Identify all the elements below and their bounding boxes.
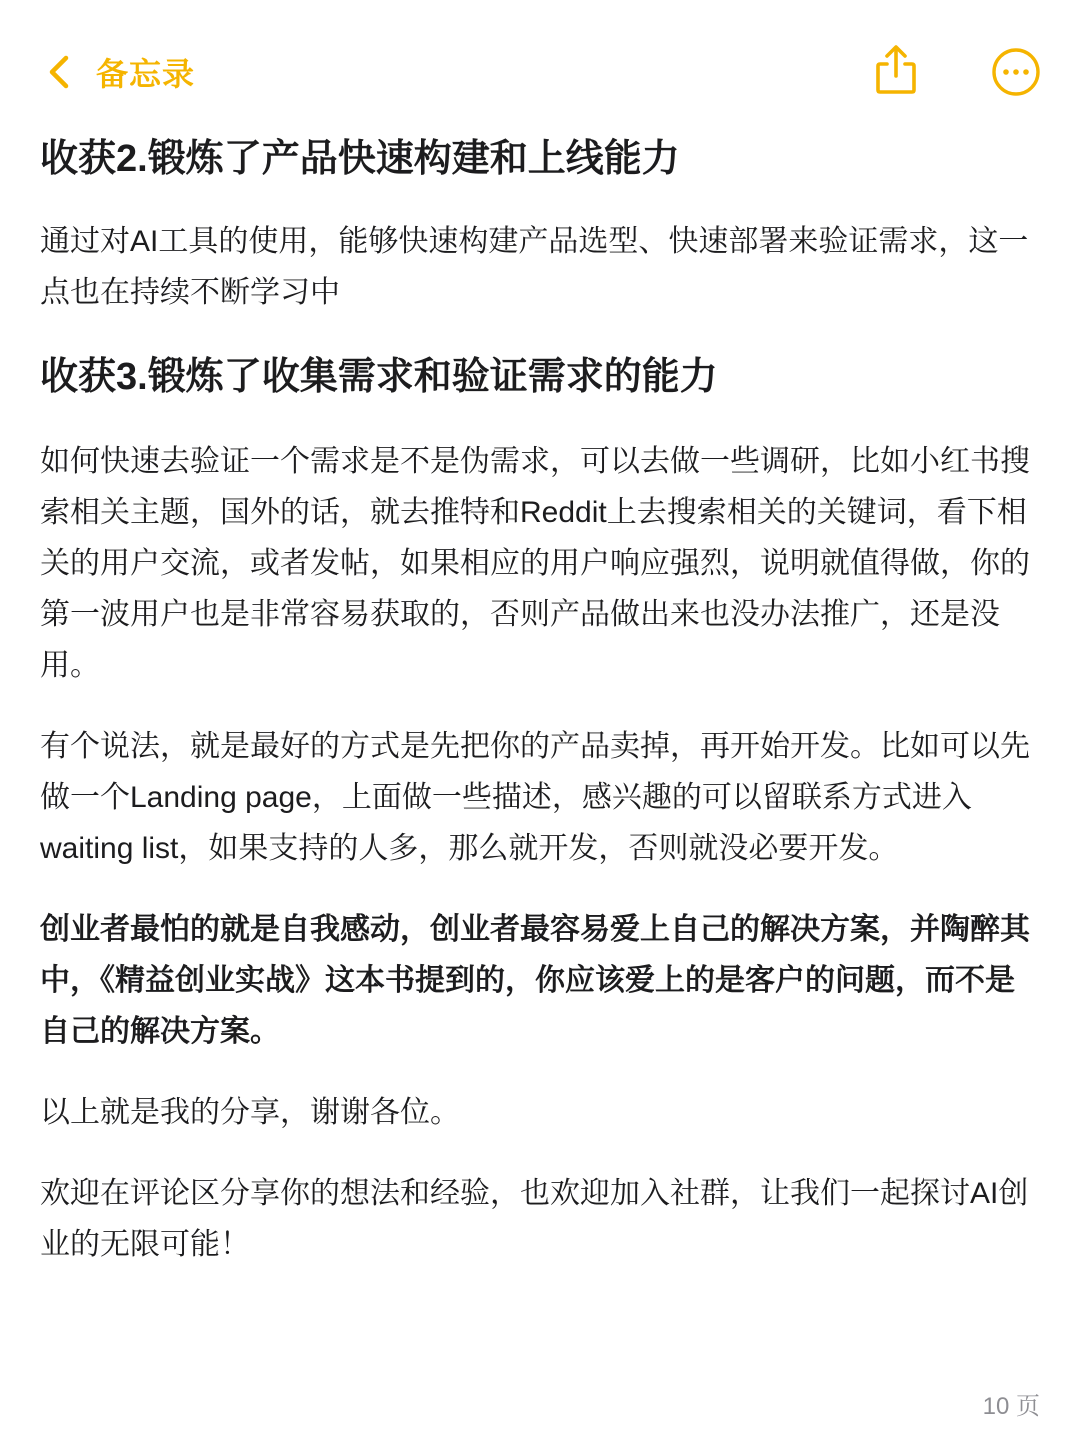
- note-paragraph: 有个说法，就是最好的方式是先把你的产品卖掉，再开始开发。比如可以先做一个Landing page，上面做一些描述，感兴趣的可以留联系方式进入waiting list，如果支持的人多，那么就开发，否则就没必要开发。: [40, 730, 1030, 865]
- more-icon: [990, 85, 1042, 102]
- note-paragraph: 欢迎在评论区分享你的想法和经验，也欢迎加入社群，让我们一起探讨AI创业的无限可能！: [40, 1177, 1029, 1261]
- note-paragraph: 如何快速去验证一个需求是不是伪需求，可以去做一些调研，比如小红书搜索相关主题，国外的话，就去推特和Reddit上去搜索相关的关键词，看下相关的用户交流，或者发帖，如果相应的用户响应强烈，说明就值得做，你的第一波用户也是非常容易获取的，否则产品做出来也没办法推广，还是没用。: [40, 445, 1030, 682]
- back-button[interactable]: [48, 48, 195, 96]
- note-heading: 收获2.锻炼了产品快速构建和上线能力: [40, 138, 680, 180]
- note-paragraph-bold: 创业者最怕的就是自我感动，创业者最容易爱上自己的解决方案，并陶醉其中，《精益创业实战》这本书提到的，你应该爱上的是客户的问题，而不是自己的解决方案。: [40, 913, 1030, 1048]
- chevron-left-icon: [48, 55, 70, 89]
- share-icon: [870, 85, 922, 102]
- more-button[interactable]: [990, 46, 1042, 98]
- note-body[interactable]: [40, 132, 1040, 1270]
- note-paragraph: 通过对AI工具的使用，能够快速构建产品选型、快速部署来验证需求，这一点也在持续不断学习中: [40, 225, 1029, 309]
- note-heading: 收获3.锻炼了收集需求和验证需求的能力: [40, 356, 718, 398]
- back-label: 备忘录: [96, 56, 196, 92]
- navigation-bar: [0, 40, 1080, 104]
- note-paragraph: 以上就是我的分享，谢谢各位。: [40, 1096, 460, 1129]
- page-count-label: 10 页: [982, 1393, 1040, 1420]
- share-button[interactable]: [870, 42, 922, 98]
